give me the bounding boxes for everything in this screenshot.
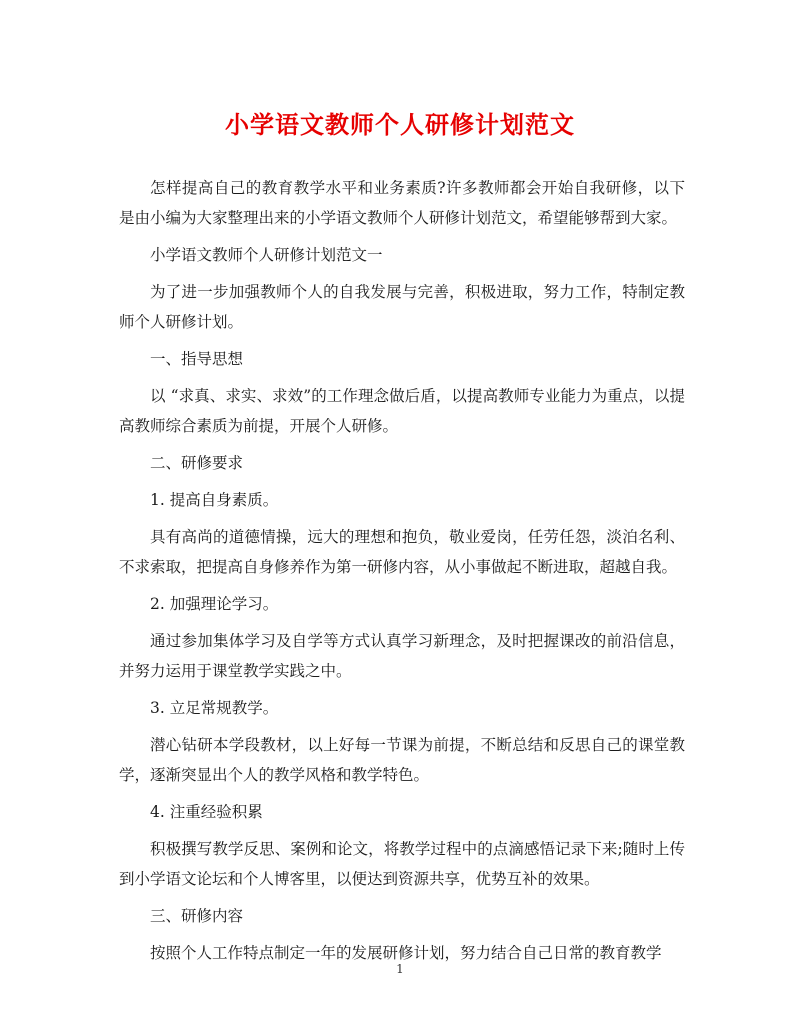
paragraph-section-title: 小学语文教师个人研修计划范文一 bbox=[150, 246, 383, 264]
heading-requirements: 二、研修要求 bbox=[150, 454, 244, 472]
heading-content: 三、研修内容 bbox=[150, 907, 244, 925]
heading-guiding-thought: 一、指导思想 bbox=[150, 350, 244, 368]
document-title: 小学语文教师个人研修计划范文 bbox=[225, 110, 575, 139]
paragraph-intro: 怎样提高自己的教育教学水平和业务素质?许多教师都会开始自我研修，以下是由小编为大家整理出来的小学语文教师个人研修计划范文，希望能够帮到大家。 bbox=[119, 179, 685, 227]
heading-requirement-1: 1. 提高自身素质。 bbox=[150, 491, 279, 509]
heading-requirement-3: 3. 立足常规教学。 bbox=[150, 699, 279, 717]
heading-requirement-4: 4. 注重经验积累 bbox=[150, 803, 263, 821]
document-body bbox=[119, 173, 685, 975]
paragraph-requirement-1: 具有高尚的道德情操，远大的理想和抱负，敬业爱岗，任劳任怨，淡泊名利、不求索取，把提高自身修养作为第一研修内容，从小事做起不断进取，超越自我。 bbox=[119, 528, 685, 576]
paragraph-guiding-thought: 以 “求真、求实、求效”的工作理念做后盾，以提高教师专业能力为重点，以提高教师综合素质为前提，开展个人研修。 bbox=[119, 387, 685, 435]
page-number: 1 bbox=[396, 962, 404, 976]
paragraph-purpose: 为了进一步加强教师个人的自我发展与完善，积极进取，努力工作，特制定教师个人研修计划。 bbox=[119, 283, 685, 331]
paragraph-requirement-2: 通过参加集体学习及自学等方式认真学习新理念，及时把握课改的前沿信息，并努力运用于课堂教学实践之中。 bbox=[119, 632, 685, 680]
heading-requirement-2: 2. 加强理论学习。 bbox=[150, 595, 279, 613]
paragraph-content: 按照个人工作特点制定一年的发展研修计划，努力结合自己日常的教育教学 bbox=[150, 944, 662, 962]
paragraph-requirement-4: 积极撰写教学反思、案例和论文，将教学过程中的点滴感悟记录下来;随时上传到小学语文论坛和个人博客里，以便达到资源共享，优势互补的效果。 bbox=[119, 840, 685, 888]
paragraph-requirement-3: 潜心钻研本学段教材，以上好每一节课为前提，不断总结和反思自己的课堂教学，逐渐突显出个人的教学风格和教学特色。 bbox=[119, 736, 685, 784]
